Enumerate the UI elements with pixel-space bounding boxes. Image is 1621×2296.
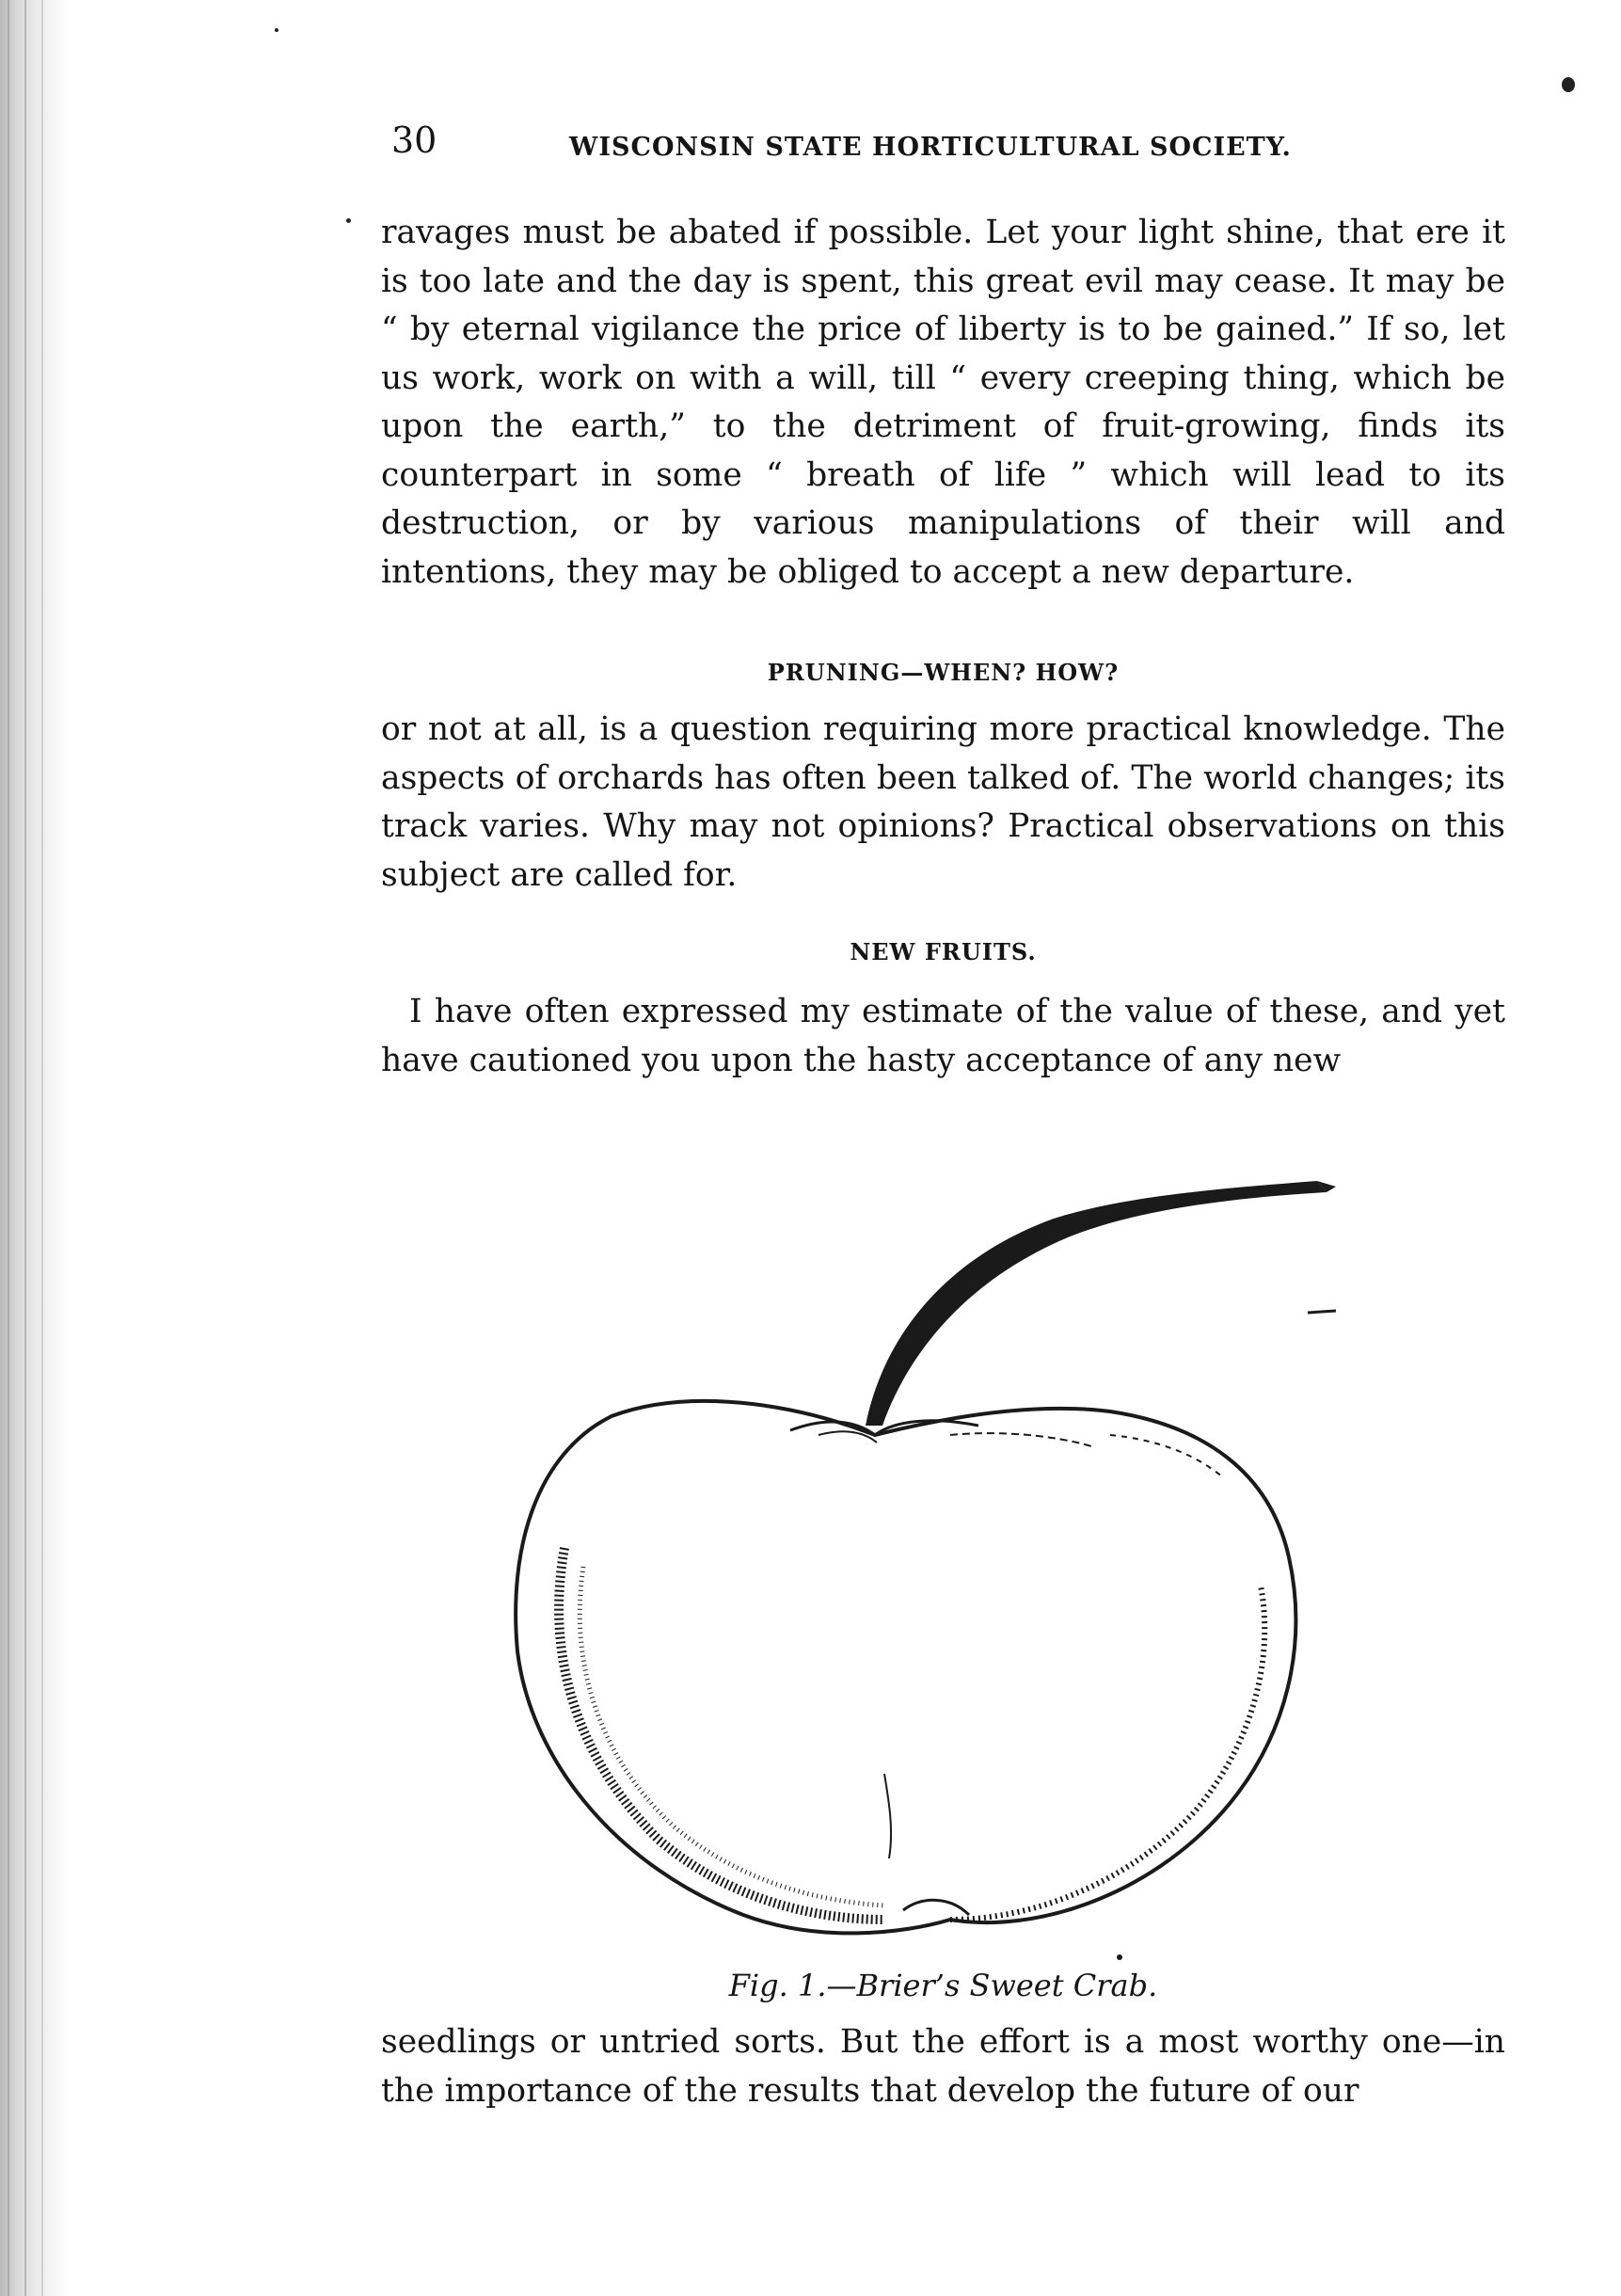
figure-caption: Fig. 1.—Brier’s Sweet Crab. (728, 1968, 1158, 2003)
binding-edge-line (41, 0, 43, 2296)
page-header (381, 118, 1552, 174)
apple-calyx (903, 1900, 969, 1915)
binding-edge-line (24, 0, 26, 2296)
heading-pruning: PRUNING—WHEN? HOW? (767, 659, 1120, 686)
running-head: WISCONSIN STATE HORTICULTURAL SOCIETY. (569, 133, 1292, 162)
apple-shading (559, 1548, 884, 1920)
paragraph-pruning (381, 706, 1505, 900)
ink-speck (1562, 77, 1575, 92)
ink-speck (275, 28, 278, 32)
stray-mark (1308, 1311, 1336, 1313)
apple-highlight (950, 1433, 1091, 1446)
apple-shading (580, 1567, 884, 1905)
paragraph-seedlings (381, 2018, 1505, 2115)
paragraph-text: ravages must be abated if possible. Let your light shine, that ere it is too late and the day is spent, this great evil may cease. It may be “ by eternal vigilance the price of liberty is to be gained.” If so, let us work, work on with a will, till “ every creeping thing, which be upon the earth,” to the detriment of fruit-growing, finds its counterpart in some “ breath of life ” which will lead to its destruction, or by various manipulations of their will and intentions, they may be obliged to accept a new departure. (381, 214, 1505, 591)
paragraph-text: or not at all, is a question requiring more practical knowledge. The aspects of orchards has often been talked of. The world changes; its track varies. Why may not opinions? Practical observations on this subject are called for. (381, 710, 1505, 894)
apple-calyx-dot (1117, 1954, 1122, 1960)
page-number: 30 (391, 120, 437, 161)
paragraph-text: I have often expressed my estimate of the value of these, and yet have cautioned you upon the hasty acceptance of any new (381, 993, 1505, 1079)
apple-contour (884, 1774, 891, 1858)
binding-edge-line (8, 0, 9, 2296)
paragraph-new-fruits (381, 988, 1505, 1085)
apple-stem (866, 1181, 1327, 1426)
paragraph-text: seedlings or untried sorts. But the effort is a most worthy one—in the importance of the results that develop the future of our (381, 2023, 1505, 2110)
apple-illustration (508, 1153, 1355, 1962)
page-binding-shadow (0, 0, 68, 2296)
apple-shading (950, 1586, 1264, 1920)
ink-speck (346, 218, 351, 223)
apple-outline (516, 1401, 1295, 1934)
heading-new-fruits: NEW FRUITS. (850, 938, 1037, 965)
paragraph-ravages (381, 209, 1505, 597)
